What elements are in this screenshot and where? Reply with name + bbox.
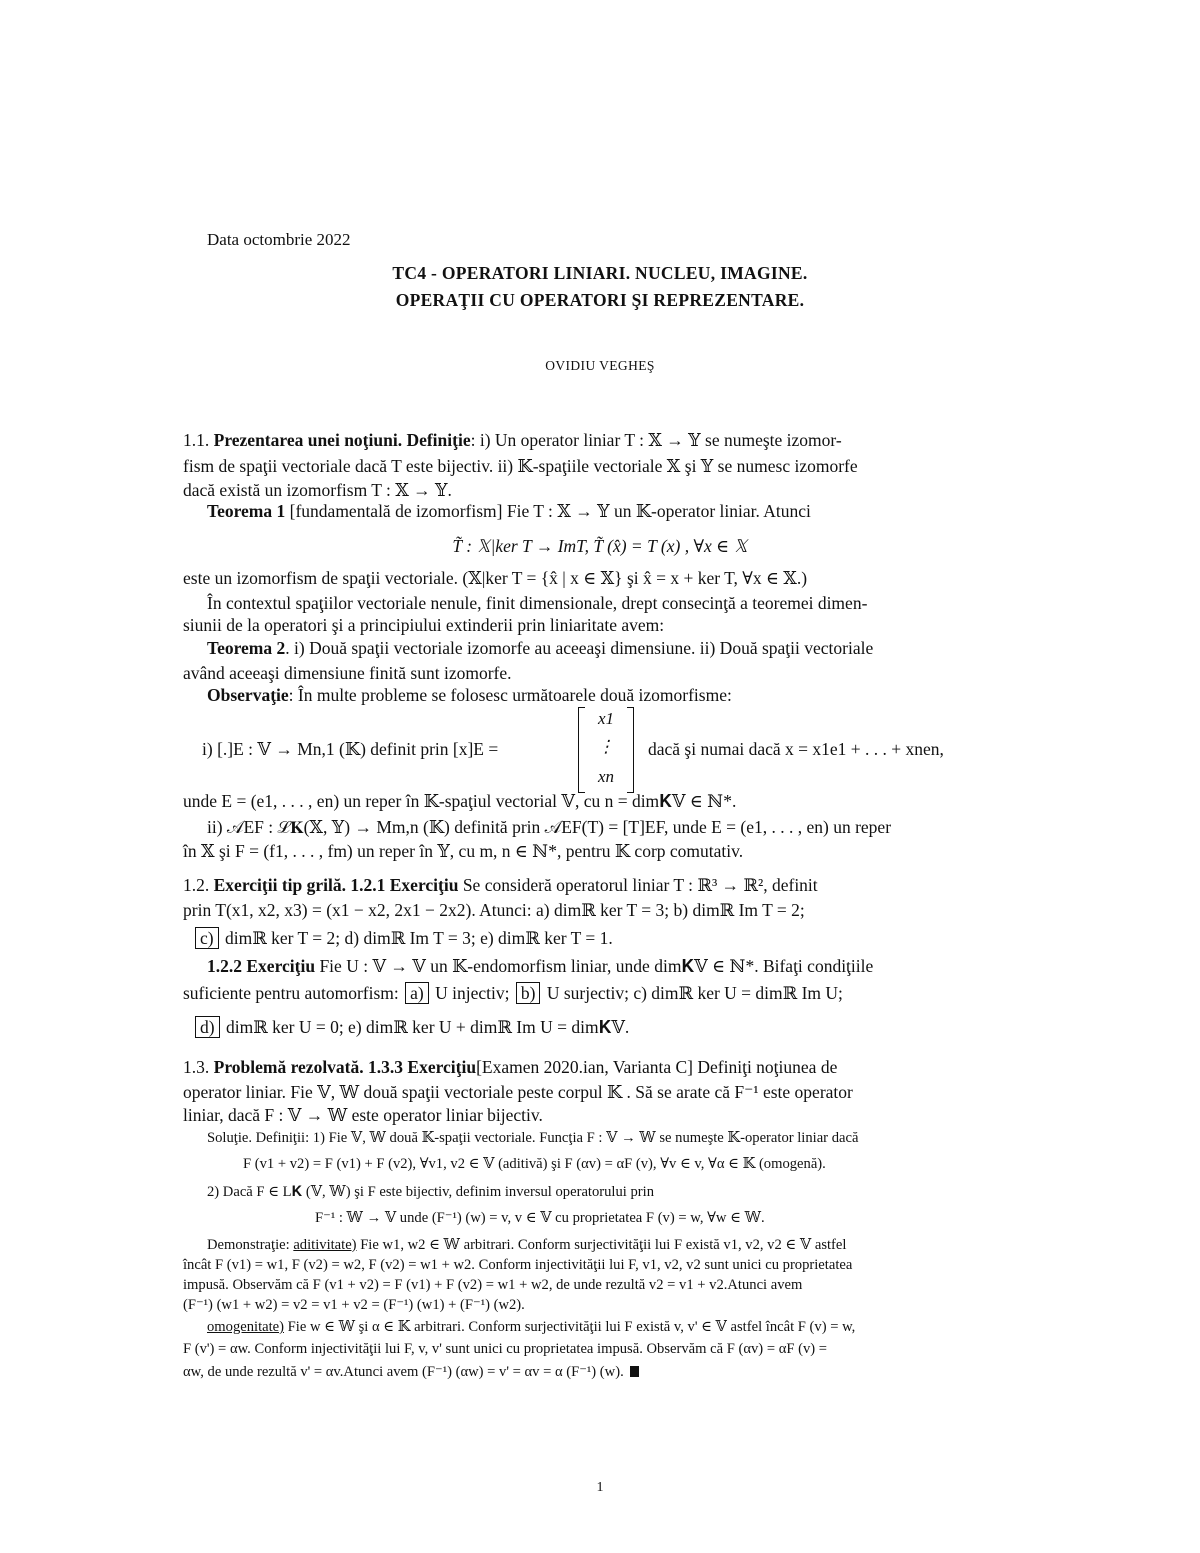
sec3-line-3: liniar, dacă F : 𝕍 → 𝕎 este operator liniar bijectiv. [183, 1105, 543, 1125]
page-number: 1 [596, 1480, 604, 1495]
proof-label: Demonstraţie: [207, 1237, 294, 1253]
exercise-label: 1.2.1 Exerciţiu [350, 875, 459, 895]
sec3-line-2: operator liniar. Fie 𝕍, 𝕎 două spaţii vectoriale peste corpul 𝕂 . Să se arate că F⁻¹ este operator [183, 1082, 853, 1102]
sec3-line-1 [183, 1056, 837, 1078]
section-heading: Problemă rezolvată. [213, 1057, 364, 1077]
exercise-2-options-line-2 [193, 1016, 629, 1038]
section-heading: Prezentarea unei noţiuni. [213, 430, 403, 450]
options-text: U injectiv; [430, 983, 514, 1003]
proof-line-1 [207, 1236, 846, 1255]
exercise-text: Fie U : 𝕍 → 𝕍 un 𝕂-endomorfism liniar, unde dim𝐊𝕍 ∈ ℕ*. Bifaţi condiţiile [315, 956, 874, 976]
observation [207, 684, 732, 706]
theorem-1-text: [fundamentală de izomorfism] Fie T : 𝕏 → 𝕐 un 𝕂-operator liniar. Atunci [285, 501, 811, 521]
sec1-line-3: dacă există un izomorfism T : 𝕏 → 𝕐. [183, 480, 452, 500]
sec1-line-7: având aceeaşi dimensiune finită sunt izomorfe. [183, 663, 512, 683]
solution-line-2: F (v1 + v2) = F (v1) + F (v2), ∀v1, v2 ∈ 𝕍 (aditivă) şi F (αv) = αF (v), ∀v ∈ v, ∀α ∈ 𝕂 (omogenă). [243, 1156, 826, 1172]
observation-label: Observaţie [207, 685, 289, 705]
exercise-label: 1.2.2 Exerciţiu [207, 956, 316, 976]
exercise-1-options-line: prin T(x1, x2, x3) = (x1 − x2, 2x1 − 2x2). Atunci: a) dimℝ ker T = 3; b) dimℝ Im T = 2; [183, 900, 805, 920]
section-number: 1.3. [183, 1057, 210, 1077]
proof-text: Fie w ∈ 𝕎 şi α ∈ 𝕂 arbitrari. Conform surjectivităţii lui F există v, v' ∈ 𝕍 astfel încât F (v) = w, [284, 1319, 856, 1335]
sec1-line-5: În contextul spaţiilor vectoriale nenule, finit dimensionale, drept consecinţă a teoremei dimen- [207, 593, 868, 613]
matrix-entry: ⋮ [597, 737, 615, 756]
solution-line-1: Soluţie. Definiţii: 1) Fie 𝕍, 𝕎 două 𝕂-spaţii vectoriale. Funcţia F : 𝕍 → 𝕎 se numeşte 𝕂-operator liniar dacă [207, 1130, 859, 1146]
sec2-line-1 [183, 874, 818, 896]
proof-line-5 [207, 1318, 855, 1337]
theorem-1-label: Teorema 1 [207, 501, 286, 521]
definition-text: : i) Un operator liniar T : 𝕏 → 𝕐 se numeşte izomor- [470, 430, 842, 450]
options-text: dimℝ ker T = 2; d) dimℝ Im T = 3; e) dimℝ ker T = 1. [220, 928, 613, 948]
observation-text: : În multe probleme se folosesc următoarele două izomorfisme: [288, 685, 732, 705]
coordinate-column-matrix [578, 707, 634, 791]
exercise-label: 1.3.3 Exerciţiu [368, 1057, 477, 1077]
solution-line-3: 2) Dacă F ∈ L𝐊 (𝕍, 𝕎) şi F este bijectiv, definim inversul operatorului prin [207, 1184, 654, 1200]
exercise-1-options-line-2 [193, 927, 613, 949]
exercise-text: [Examen 2020.ian, Varianta C] Definiţi noţiunea de [476, 1057, 838, 1077]
options-text: U surjectiv; c) dimℝ ker U = dimℝ Im U; [542, 983, 843, 1003]
homogeneity-label: omogenitate) [207, 1319, 284, 1335]
proof-line-2: încât F (v1) = w1, F (v2) = w2, F (v2) = w1 + w2. Conform injectivităţii lui F, v1, v2, v2 sunt unici cu proprietatea [183, 1257, 853, 1273]
matrix-entry: xn [597, 767, 615, 786]
sec1-line-6: siunii de la operatori şi a principiului extinderii prin liniaritate avem: [183, 615, 665, 635]
qed-square-icon [630, 1366, 639, 1377]
sec1-line-2: fism de spaţii vectoriale dacă T este bijectiv. ii) 𝕂-spaţiile vectoriale 𝕏 şi 𝕐 se numesc izomorfe [183, 456, 858, 476]
additivity-label: aditivitate) [293, 1237, 357, 1253]
section-number: 1.2. [183, 875, 210, 895]
theorem-1 [207, 500, 811, 522]
proof-text: Fie w1, w2 ∈ 𝕎 arbitrari. Conform surjectivităţii lui F există v1, v2, v2 ∈ 𝕍 astfel [356, 1237, 847, 1253]
isomorphism-1-left: i) [.]E : 𝕍 → Mn,1 (𝕂) definit prin [x]E = [202, 739, 499, 759]
solution-line-4: F⁻¹ : 𝕎 → 𝕍 unde (F⁻¹) (w) = v, v ∈ 𝕍 cu proprietatea F (v) = w, ∀w ∈ 𝕎. [315, 1210, 765, 1226]
matrix-entry: x1 [597, 709, 615, 728]
date-line: Data octombrie 2022 [207, 230, 351, 249]
sec1-line-8: unde E = (e1, . . . , en) un reper în 𝕂-spaţiul vectorial 𝕍, cu n = dim𝐊𝕍 ∈ ℕ*. [183, 791, 737, 811]
exercise-2 [207, 955, 873, 977]
formula-isomorphism: T̃ : 𝕏|ker T → ImT, T̃ (x̂) = T (x) , ∀x ∈ 𝕏 [452, 536, 748, 556]
section-number: 1.1. [183, 430, 210, 450]
author: OVIDIU VEGHEŞ [545, 358, 655, 373]
section-heading: Exerciţii tip grilă. [213, 875, 346, 895]
theorem-2 [207, 637, 873, 659]
sec1-line-1 [183, 429, 842, 451]
definition-label: Definiţie [406, 430, 471, 450]
theorem-2-text: . i) Două spaţii vectoriale izomorfe au aceeaşi dimensiune. ii) Două spaţii vectoriale [285, 638, 874, 658]
exercise-text: Se consideră operatorul liniar T : ℝ³ → ℝ², definit [458, 875, 818, 895]
isomorphism-1-right: dacă şi numai dacă x = x1e1 + . . . + xnen, [648, 739, 944, 759]
title-line-1: TC4 - OPERATORI LINIARI. NUCLEU, IMAGINE. [392, 263, 808, 283]
options-text: suficiente pentru automorfism: [183, 983, 404, 1003]
answer-b-box: b) [516, 982, 541, 1004]
sec1-line-10: în 𝕏 şi F = (f1, . . . , fm) un reper în 𝕐, cu m, n ∈ ℕ*, pentru 𝕂 corp comutativ. [183, 841, 744, 861]
proof-line-4: (F⁻¹) (w1 + w2) = v2 = v1 + v2 = (F⁻¹) (w1) + (F⁻¹) (w2). [183, 1297, 525, 1313]
proof-line-6: F (v') = αw. Conform injectivităţii lui F, v, v' sunt unici cu proprietatea impusă. Observăm că F (αv) = αF (v) = [183, 1341, 828, 1357]
title-line-2: OPERAŢII CU OPERATORI ŞI REPREZENTARE. [395, 290, 805, 310]
proof-text: αw, de unde rezultă v' = αv.Atunci avem (F⁻¹) (αw) = v' = αv = α (F⁻¹) (w). [183, 1364, 624, 1380]
sec1-line-9: ii) 𝒜EF : ℒ𝐊(𝕏, 𝕐) → Mm,n (𝕂) definită prin 𝒜EF(T) = [T]EF, unde E = (e1, . . . , en) un reper [207, 817, 892, 837]
exercise-2-options-line [183, 982, 843, 1004]
answer-d-box: d) [195, 1016, 220, 1038]
options-text: dimℝ ker U = 0; e) dimℝ ker U + dimℝ Im U = dim𝐊𝕍. [221, 1017, 630, 1037]
sec1-line-4: este un izomorfism de spaţii vectoriale. (𝕏|ker T = {x̂ | x ∈ 𝕏} şi x̂ = x + ker T, ∀x ∈ 𝕏.) [183, 568, 808, 588]
theorem-2-label: Teorema 2 [207, 638, 286, 658]
proof-line-3: impusă. Observăm că F (v1 + v2) = F (v1) + F (v2) = w1 + w2, de unde rezultă v2 = v1 + v2.Atunci avem [183, 1277, 803, 1293]
proof-line-7 [183, 1363, 639, 1382]
answer-a-box: a) [405, 982, 429, 1004]
answer-c-box: c) [195, 927, 219, 949]
